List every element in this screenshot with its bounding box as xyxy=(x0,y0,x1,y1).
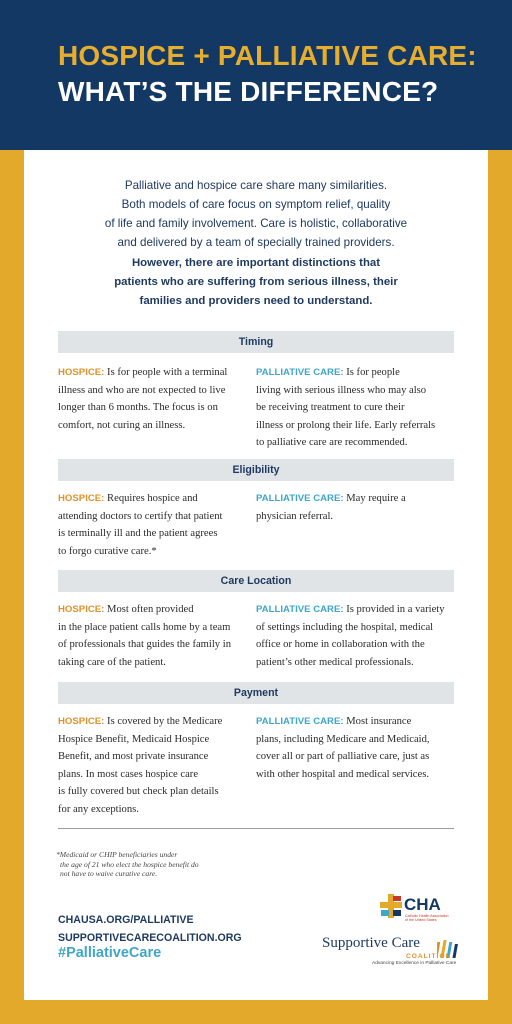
section-header-care-location: Care Location xyxy=(58,570,454,592)
timing-hospice-text: HOSPICE: Is for people with a terminal illness and who are not expected to live longer than 6 months. The focus is on comfort, not curing an illness. xyxy=(58,367,228,431)
cha-name: CHA xyxy=(404,895,441,914)
hospice-label: HOSPICE: xyxy=(58,604,105,615)
intro-bold-line: families and providers need to understand. xyxy=(139,295,373,307)
intro-paragraph xyxy=(24,176,488,252)
care-location-hospice-text: HOSPICE: Most often provided in the place patient calls home by a team of professionals that guides the family in taking care of the patient. xyxy=(58,604,231,668)
cha-logo xyxy=(374,888,464,930)
palliative-label: PALLIATIVE CARE: xyxy=(256,716,344,727)
content-card xyxy=(24,150,488,1000)
scc-coalition: COALITION xyxy=(406,953,452,960)
link-supportive-care[interactable]: SUPPORTIVECARECOALITION.ORG xyxy=(58,932,242,944)
hashtag-link[interactable]: #PalliativeCare xyxy=(58,945,162,961)
intro-bold-line: However, there are important distinctions that xyxy=(131,257,381,269)
divider xyxy=(58,828,454,829)
hospice-label: HOSPICE: xyxy=(58,716,105,727)
intro-line: Both models of care focus on symptom relief, quality xyxy=(121,198,391,211)
section-header-payment: Payment xyxy=(58,682,454,704)
cha-subtitle: Catholic Health Association xyxy=(405,914,449,918)
intro-line: of life and family involvement. Care is holistic, collaborative xyxy=(104,217,408,230)
palliative-label: PALLIATIVE CARE: xyxy=(256,604,344,615)
scc-logo-name: Supportive Care xyxy=(322,935,420,951)
title-line2: WHAT’S THE DIFFERENCE? xyxy=(58,76,439,107)
hospice-label: HOSPICE: xyxy=(58,493,105,504)
hospice-label: HOSPICE: xyxy=(58,367,105,378)
cha-subtitle-2: of the United States xyxy=(405,918,437,922)
intro-line: Palliative and hospice care share many similarities. xyxy=(124,179,388,192)
scc-tagline: Advancing Excellence in Palliative Care xyxy=(372,961,457,966)
eligibility-hospice-text: HOSPICE: Requires hospice and attending doctors to certify that patient is terminally ill and the patient agrees to forgo curative care.* xyxy=(58,493,223,557)
eligibility-palliative-text: PALLIATIVE CARE: May require a physician referral. xyxy=(256,493,406,522)
link-chausa[interactable]: CHAUSA.ORG/PALLIATIVE xyxy=(58,914,194,926)
payment-palliative-text: PALLIATIVE CARE: Most insurance plans, including Medicare and Medicaid, cover all or part of palliative care, just as with other hospital and medical services. xyxy=(256,716,430,780)
section-header-timing: Timing xyxy=(58,331,454,353)
palliative-label: PALLIATIVE CARE: xyxy=(256,493,344,504)
payment-hospice-text: HOSPICE: Is covered by the Medicare Hospice Benefit, Medicaid Hospice Benefit, and most private insurance plans. In most cases hospice care is fully covered but check plan details for any exceptions. xyxy=(58,716,223,815)
intro-bold-line: patients who are suffering from serious illness, their xyxy=(114,276,398,288)
intro-emphasis xyxy=(24,254,488,311)
header-banner xyxy=(0,0,512,150)
care-location-palliative-text: PALLIATIVE CARE: Is provided in a variety of settings including the hospital, medical office or home in collaboration with the patient’s other medical professionals. xyxy=(256,604,445,668)
footnote: *Medicaid or CHIP beneficiaries under the age of 21 who elect the hospice benefit do not have to waive curative care. xyxy=(56,850,199,879)
timing-palliative-text: PALLIATIVE CARE: Is for people living with serious illness who may also be receiving treatment to cure their illness or prolong their life. Early referrals to palliative care are recommended. xyxy=(256,367,436,449)
intro-line: and delivered by a team of specially trained providers. xyxy=(117,236,395,249)
title-line1: HOSPICE + PALLIATIVE CARE: xyxy=(58,40,477,71)
section-header-eligibility: Eligibility xyxy=(58,459,454,481)
palliative-label: PALLIATIVE CARE: xyxy=(256,367,344,378)
